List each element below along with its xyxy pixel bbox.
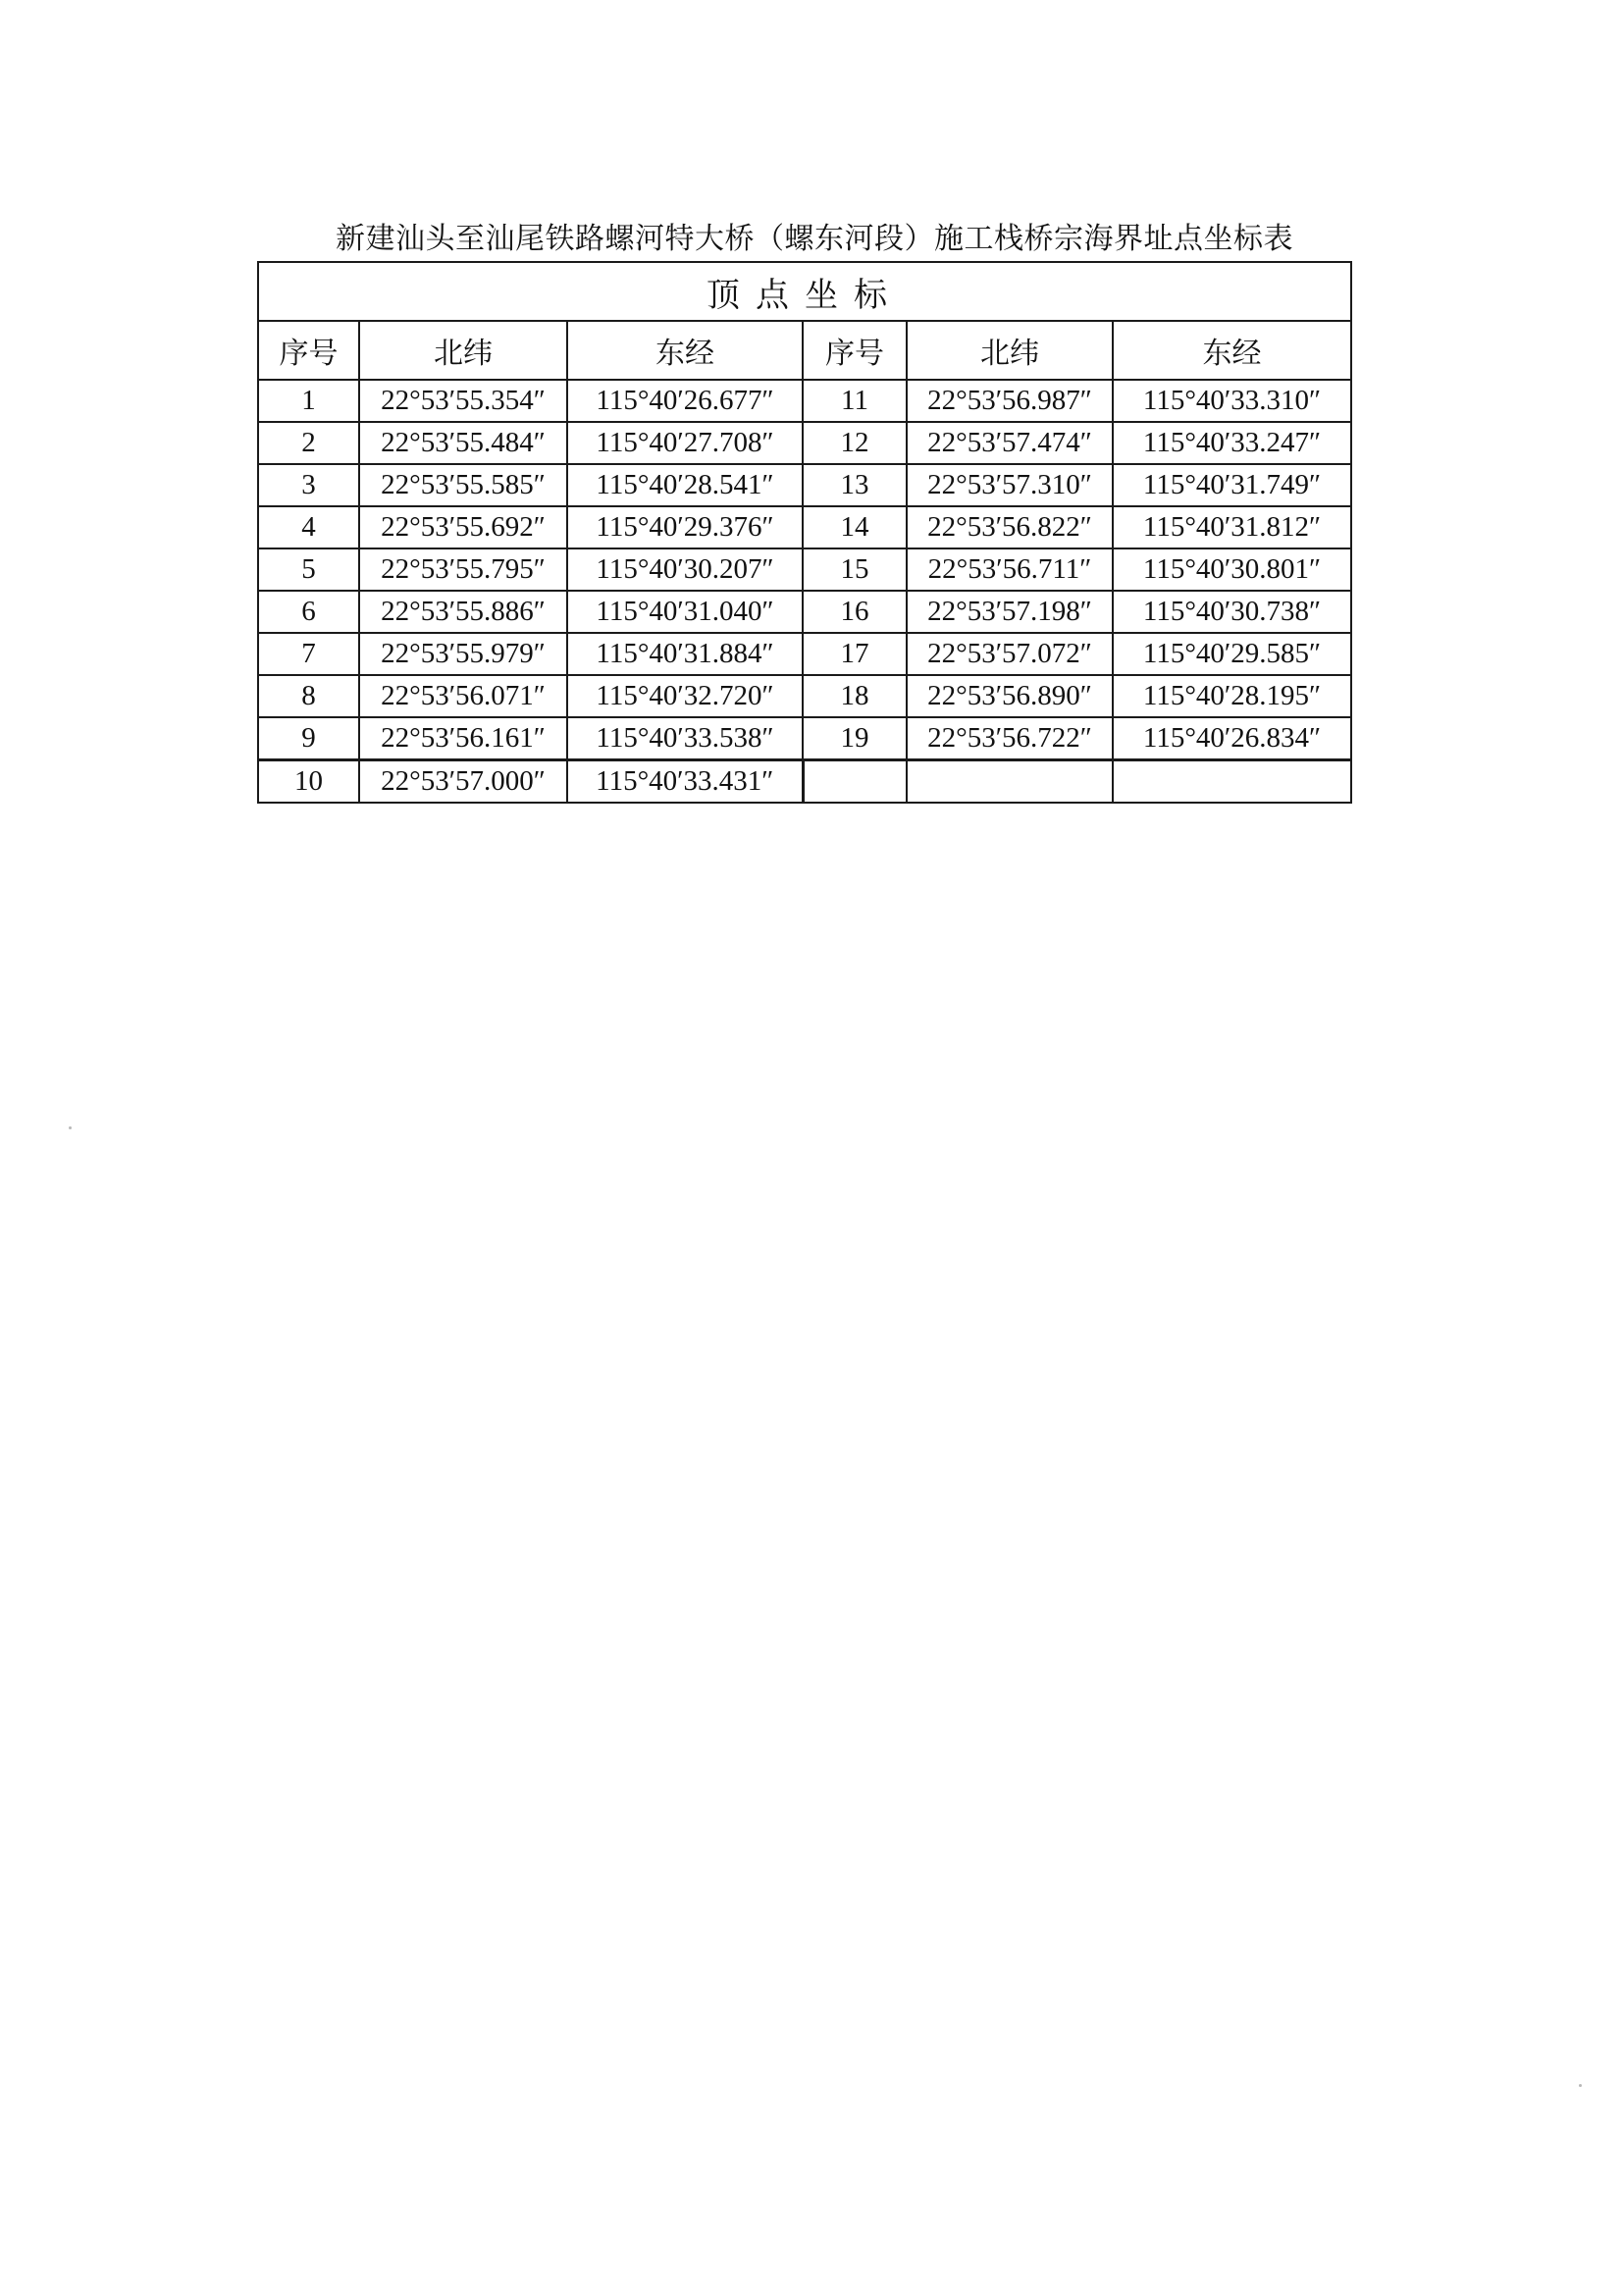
latitude-cell: 22°53′57.000″ [359,760,567,804]
longitude-cell: 115°40′29.376″ [567,506,803,548]
seq-cell: 11 [803,380,907,422]
longitude-cell: 115°40′28.195″ [1113,675,1351,717]
longitude-cell: 115°40′30.207″ [567,548,803,591]
table-row [258,506,1351,548]
longitude-cell: 115°40′29.585″ [1113,633,1351,675]
seq-cell: 12 [803,422,907,464]
seq-cell: 10 [258,760,359,804]
seq-cell: 18 [803,675,907,717]
longitude-cell: 115°40′33.247″ [1113,422,1351,464]
table-header-row [258,321,1351,380]
latitude-cell: 22°53′55.484″ [359,422,567,464]
latitude-cell: 22°53′57.474″ [907,422,1113,464]
seq-cell: 14 [803,506,907,548]
latitude-cell: 22°53′56.711″ [907,548,1113,591]
longitude-cell: 115°40′30.801″ [1113,548,1351,591]
header-seq-right: 序号 [803,321,907,380]
table-row [258,380,1351,422]
latitude-cell: 22°53′55.979″ [359,633,567,675]
longitude-cell: 115°40′28.541″ [567,464,803,506]
seq-cell: 3 [258,464,359,506]
latitude-cell: 22°53′56.161″ [359,717,567,760]
latitude-cell: 22°53′55.692″ [359,506,567,548]
document-title: 新建汕头至汕尾铁路螺河特大桥（螺东河段）施工栈桥宗海界址点坐标表 [336,223,1293,255]
seq-cell: 5 [258,548,359,591]
longitude-cell: 115°40′31.884″ [567,633,803,675]
longitude-cell: 115°40′31.749″ [1113,464,1351,506]
table-row [258,633,1351,675]
latitude-cell: 22°53′56.071″ [359,675,567,717]
seq-cell: 6 [258,591,359,633]
table-row [258,760,1351,804]
vertex-coordinate-table [257,261,1352,804]
seq-cell: 13 [803,464,907,506]
seq-cell: 8 [258,675,359,717]
longitude-cell: 115°40′32.720″ [567,675,803,717]
seq-cell: 4 [258,506,359,548]
header-seq-left: 序号 [258,321,359,380]
latitude-cell: 22°53′56.722″ [907,717,1113,760]
latitude-cell: 22°53′56.822″ [907,506,1113,548]
table-row [258,548,1351,591]
table-row [258,422,1351,464]
longitude-cell: 115°40′31.812″ [1113,506,1351,548]
table-row [258,675,1351,717]
empty-cell [907,760,1113,804]
longitude-cell: 115°40′26.677″ [567,380,803,422]
scan-speck [69,1126,72,1129]
longitude-cell: 115°40′33.310″ [1113,380,1351,422]
longitude-cell: 115°40′33.431″ [567,760,803,804]
latitude-cell: 22°53′57.310″ [907,464,1113,506]
seq-cell: 15 [803,548,907,591]
header-latitude-right: 北纬 [907,321,1113,380]
empty-cell [1113,760,1351,804]
table-row [258,717,1351,760]
header-longitude-right: 东经 [1113,321,1351,380]
longitude-cell: 115°40′27.708″ [567,422,803,464]
seq-cell: 9 [258,717,359,760]
header-longitude-left: 东经 [567,321,803,380]
seq-cell: 2 [258,422,359,464]
latitude-cell: 22°53′55.585″ [359,464,567,506]
seq-cell: 1 [258,380,359,422]
seq-cell: 7 [258,633,359,675]
table-row [258,591,1351,633]
table-caption: 顶点坐标 [258,262,1351,321]
longitude-cell: 115°40′26.834″ [1113,717,1351,760]
longitude-cell: 115°40′31.040″ [567,591,803,633]
scan-speck [1579,2084,1582,2087]
seq-cell: 19 [803,717,907,760]
seq-cell: 16 [803,591,907,633]
header-latitude-left: 北纬 [359,321,567,380]
latitude-cell: 22°53′57.198″ [907,591,1113,633]
longitude-cell: 115°40′33.538″ [567,717,803,760]
latitude-cell: 22°53′56.890″ [907,675,1113,717]
latitude-cell: 22°53′57.072″ [907,633,1113,675]
latitude-cell: 22°53′55.354″ [359,380,567,422]
latitude-cell: 22°53′56.987″ [907,380,1113,422]
longitude-cell: 115°40′30.738″ [1113,591,1351,633]
latitude-cell: 22°53′55.886″ [359,591,567,633]
seq-cell: 17 [803,633,907,675]
empty-cell [803,760,907,804]
latitude-cell: 22°53′55.795″ [359,548,567,591]
table-row [258,464,1351,506]
